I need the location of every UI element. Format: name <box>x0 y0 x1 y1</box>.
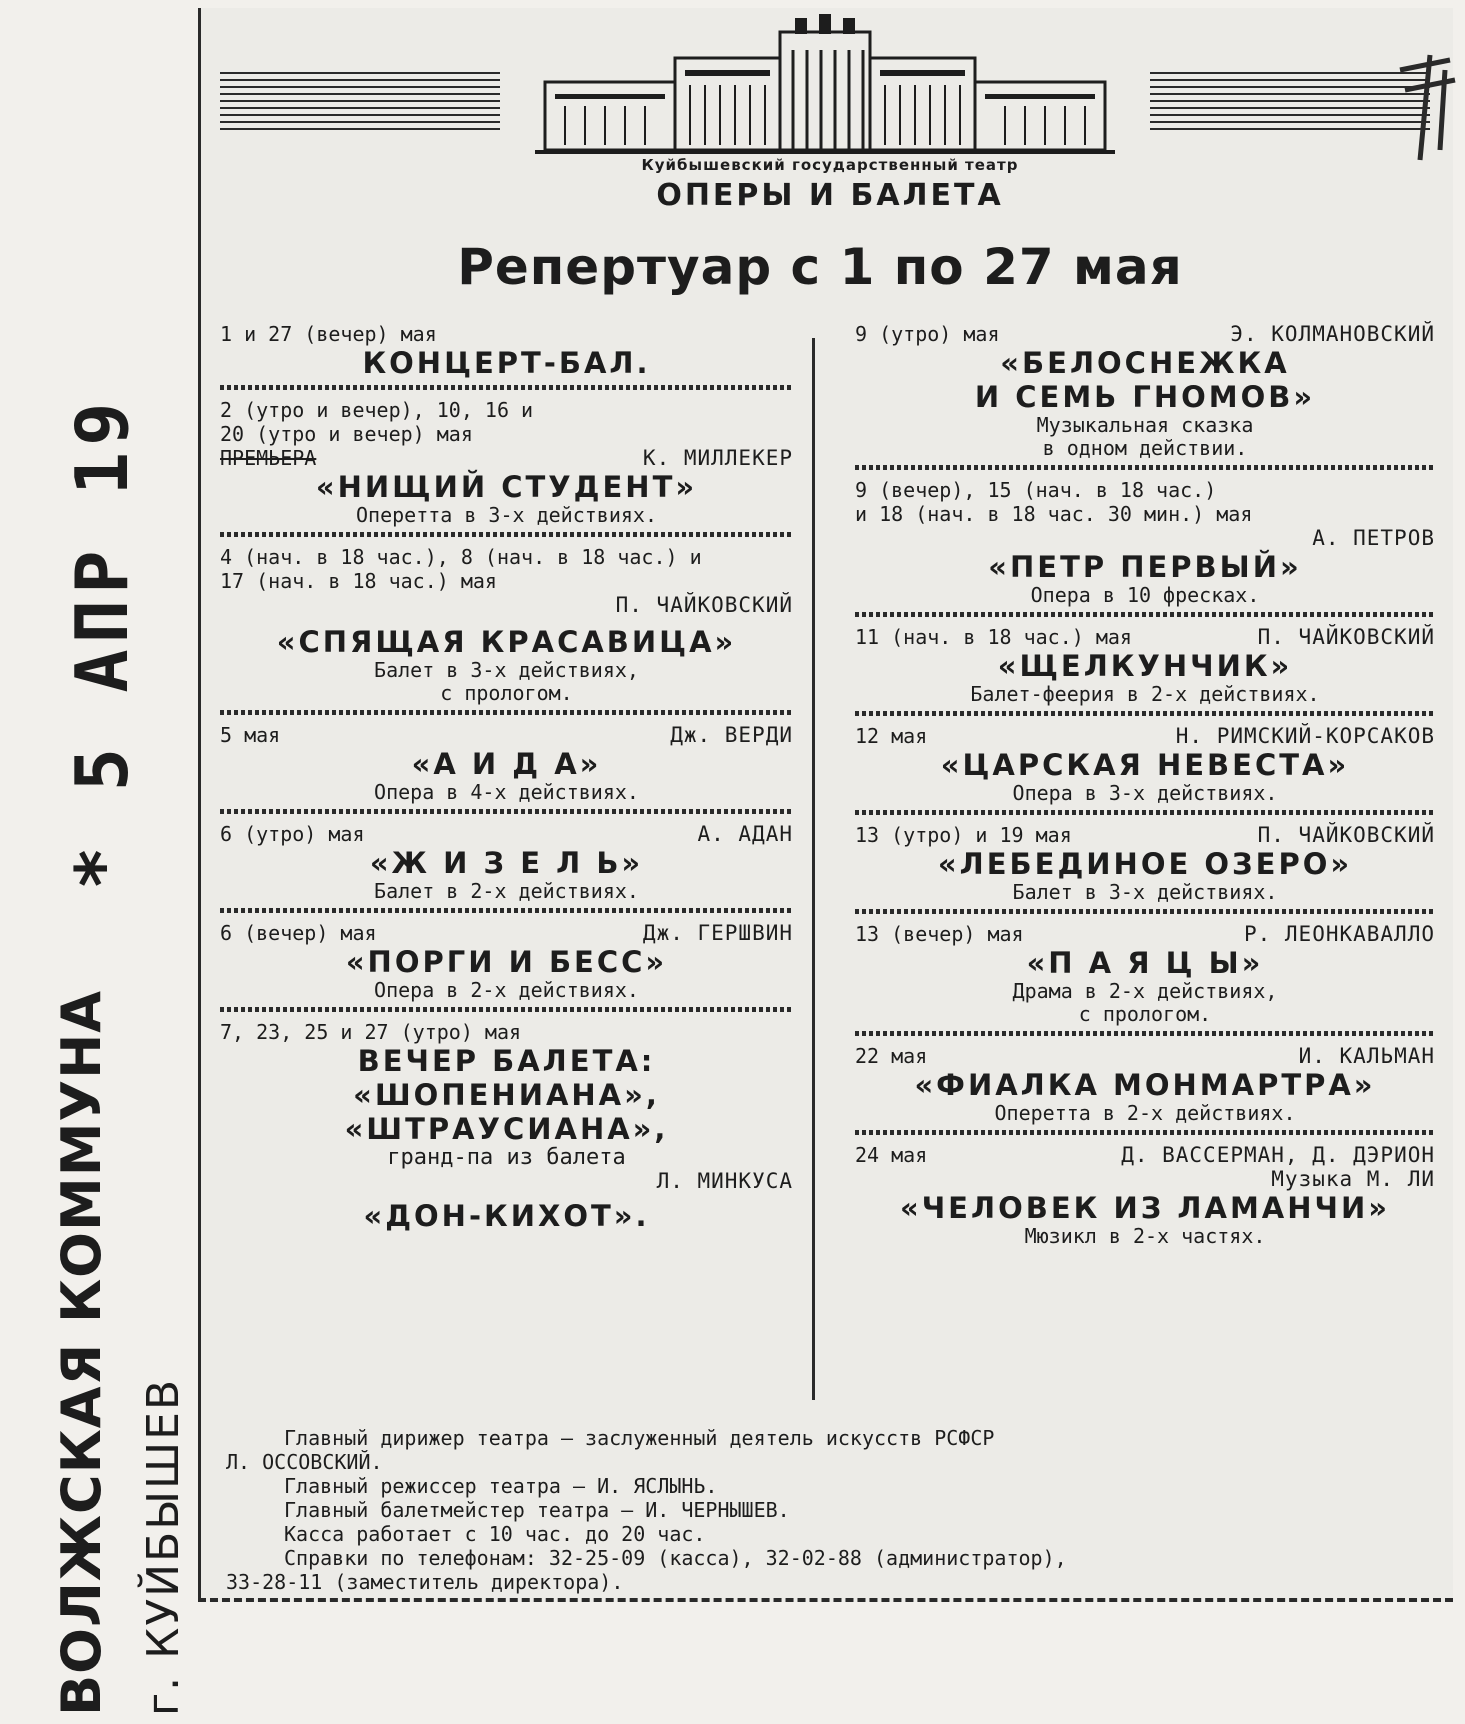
listing-item <box>855 1044 1435 1135</box>
listing-title: ВЕЧЕР БАЛЕТА: «ШОПЕНИАНА», «ШТРАУСИАНА», <box>344 1044 669 1146</box>
footer-conductor-name: Л. ОССОВСКИЙ. <box>226 1450 383 1474</box>
listing-dates: 5 мая <box>220 723 281 747</box>
listing-composer: Л. МИНКУСА <box>656 1169 793 1193</box>
listing-item <box>220 822 793 913</box>
listing-subtitle: Драма в 2-х действиях, с прологом. <box>1012 979 1278 1026</box>
listing-subtitle: Балет в 2-х действиях. <box>374 879 639 903</box>
listing-title: «БЕЛОСНЕЖКА И СЕМЬ ГНОМОВ» <box>974 346 1316 414</box>
dates-composer-row <box>220 723 793 747</box>
premiere-composer-row <box>220 446 793 470</box>
listing-dates: 22 мая <box>855 1044 928 1068</box>
listing-dates: 13 (вечер) мая <box>855 922 1024 946</box>
footer-choreographer: Главный балетмейстер театра — И. ЧЕРНЫШЕВ. <box>284 1498 790 1522</box>
listing-composer: Э. КОЛМАНОВСКИЙ <box>1230 322 1435 346</box>
listing-title-secondary: «ДОН-КИХОТ». <box>363 1199 650 1233</box>
dates-composer-row <box>220 822 793 846</box>
theatre-name-line2: ОПЕРЫ И БАЛЕТА <box>656 178 1004 213</box>
dates-composer-row <box>855 823 1435 847</box>
listing-subtitle: гранд-па из балета <box>387 1145 626 1170</box>
listing-subtitle: Опера в 2-х действиях. <box>374 978 639 1002</box>
column-divider <box>812 338 815 1400</box>
listing-subtitle: Балет в 3-х действиях. <box>1012 880 1278 904</box>
listing-subtitle: Опера в 3-х действиях. <box>1012 781 1278 805</box>
listing-dates: 11 (нач. в 18 час.) мая <box>855 625 1132 649</box>
newspaper-name-stamp: ВОЛЖСКАЯ КОММУНА <box>50 989 113 1716</box>
listing-dates: 9 (вечер), 15 (нач. в 18 час.) и 18 (нач. в 18 час. 30 мин.) мая <box>855 478 1253 526</box>
footer-director: Главный режиссер театра — И. ЯСЛЫНЬ. <box>284 1474 718 1498</box>
listing-item <box>220 921 793 1012</box>
listing-title: «НИЩИЙ СТУДЕНТ» <box>315 470 698 504</box>
listing-dates: 4 (нач. в 18 час.), 8 (нач. в 18 час.) и 17 (нач. в 18 час.) мая <box>220 545 702 593</box>
listing-subtitle: Мюзикл в 2-х частях. <box>1024 1224 1266 1248</box>
listing-title: «СПЯЩАЯ КРАСАВИЦА» <box>276 625 737 659</box>
listing-subtitle: Балет-феерия в 2-х действиях. <box>970 682 1320 706</box>
listing-item <box>855 625 1435 716</box>
theatre-footer <box>226 1426 1436 1594</box>
repertoire-title: Репертуар с 1 по 27 мая <box>457 238 1183 296</box>
dates-composer-row <box>855 1044 1435 1068</box>
dates-composer-row <box>855 322 1435 346</box>
listing-item <box>220 545 793 715</box>
listing-item <box>220 322 793 390</box>
listing-item <box>220 723 793 814</box>
listing-item <box>855 922 1435 1036</box>
premiere-label: ПРЕМЬЕРА <box>220 446 317 470</box>
listing-title: «ЩЕЛКУНЧИК» <box>997 649 1293 683</box>
listing-composer: Дж. ГЕРШВИН <box>642 921 793 945</box>
right-column <box>855 322 1435 1266</box>
listing-title: «ЛЕБЕДИНОЕ ОЗЕРО» <box>937 847 1353 881</box>
listing-item <box>855 478 1435 617</box>
listing-title: «ЧЕЛОВЕК ИЗ ЛАМАНЧИ» <box>900 1191 1390 1225</box>
city-stamp: г. КУЙБЫШЕВ <box>138 1377 189 1716</box>
handwritten-mark <box>1390 50 1465 170</box>
listing-title: КОНЦЕРТ-БАЛ. <box>362 346 651 380</box>
footer-box-office: Касса работает с 10 час. до 20 час. <box>284 1522 706 1546</box>
date-stamp: * 5 АПР 19 <box>60 396 144 890</box>
footer-phones: Справки по телефонам: 32-25-09 (касса), 32-02-88 (администратор), <box>284 1546 1067 1570</box>
listing-dates: 7, 23, 25 и 27 (утро) мая <box>220 1020 522 1044</box>
listing-title: «А И Д А» <box>411 747 602 781</box>
theatre-name-line1: Куйбышевский государственный театр <box>641 156 1019 174</box>
listing-dates: 2 (утро и вечер), 10, 16 и 20 (утро и вечер) мая <box>220 398 534 446</box>
listing-composer: Д. ВАССЕРМАН, Д. ДЭРИОН <box>1121 1143 1435 1167</box>
listing-composer: К. МИЛЛЕКЕР <box>642 446 793 470</box>
left-column <box>220 322 793 1251</box>
listing-title: «ПОРГИ И БЕСС» <box>345 945 668 979</box>
listing-subtitle: Балет в 3-х действиях, с прологом. <box>374 658 639 705</box>
listing-title: «ПЕТР ПЕРВЫЙ» <box>988 550 1302 584</box>
listing-composer: П. ЧАЙКОВСКИЙ <box>615 593 793 617</box>
listing-item <box>220 1020 793 1243</box>
listing-dates: 24 мая <box>855 1143 928 1167</box>
listing-dates: 13 (утро) и 19 мая <box>855 823 1072 847</box>
listing-item <box>855 1143 1435 1258</box>
listing-composer: А. АДАН <box>697 822 793 846</box>
listing-subtitle: Опера в 4-х действиях. <box>374 780 639 804</box>
listing-composer: Дж. ВЕРДИ <box>670 723 793 747</box>
theatre-building-illustration <box>525 10 1125 160</box>
dates-composer-row <box>220 921 793 945</box>
listing-title: «ЦАРСКАЯ НЕВЕСТА» <box>940 748 1350 782</box>
listing-item <box>220 398 793 537</box>
listing-title: «ФИАЛКА МОНМАРТРА» <box>914 1068 1376 1102</box>
header-hatch-left <box>220 72 500 134</box>
listing-item <box>855 724 1435 815</box>
listing-music-credit: Музыка М. ЛИ <box>1271 1167 1435 1191</box>
header-hatch-right <box>1150 72 1430 134</box>
listing-composer: А. ПЕТРОВ <box>1312 526 1435 550</box>
listing-item <box>855 322 1435 470</box>
listing-item <box>855 823 1435 914</box>
listing-title: «П А Я Ц Ы» <box>1026 946 1264 980</box>
footer-conductor: Главный дирижер театра — заслуженный деятель искусств РСФСР <box>284 1426 995 1450</box>
listing-composer: Н. РИМСКИЙ-КОРСАКОВ <box>1175 724 1435 748</box>
listing-subtitle: Оперетта в 2-х действиях. <box>994 1101 1296 1125</box>
listing-dates: 1 и 27 (вечер) мая <box>220 322 437 346</box>
listing-subtitle: Музыкальная сказка в одном действии. <box>1036 413 1254 460</box>
listing-composer: Р. ЛЕОНКАВАЛЛО <box>1243 922 1435 946</box>
dates-composer-row <box>855 625 1435 649</box>
dates-composer-row <box>855 922 1435 946</box>
dates-composer-row <box>855 724 1435 748</box>
listing-title: «Ж И З Е Л Ь» <box>369 846 644 880</box>
listing-composer: П. ЧАЙКОВСКИЙ <box>1257 823 1435 847</box>
listing-composer: И. КАЛЬМАН <box>1298 1044 1435 1068</box>
footer-phones-continued: 33-28-11 (заместитель директора). <box>226 1570 624 1594</box>
listing-composer: П. ЧАЙКОВСКИЙ <box>1257 625 1435 649</box>
dates-composer-row <box>855 1143 1435 1167</box>
listing-dates: 6 (утро) мая <box>220 822 365 846</box>
listing-subtitle: Опера в 10 фресках. <box>1030 583 1260 607</box>
listing-dates: 12 мая <box>855 724 928 748</box>
listing-dates: 9 (утро) мая <box>855 322 1000 346</box>
listing-dates: 6 (вечер) мая <box>220 921 377 945</box>
theatre-header <box>220 10 1430 220</box>
listing-subtitle: Оперетта в 3-х действиях. <box>355 503 658 527</box>
